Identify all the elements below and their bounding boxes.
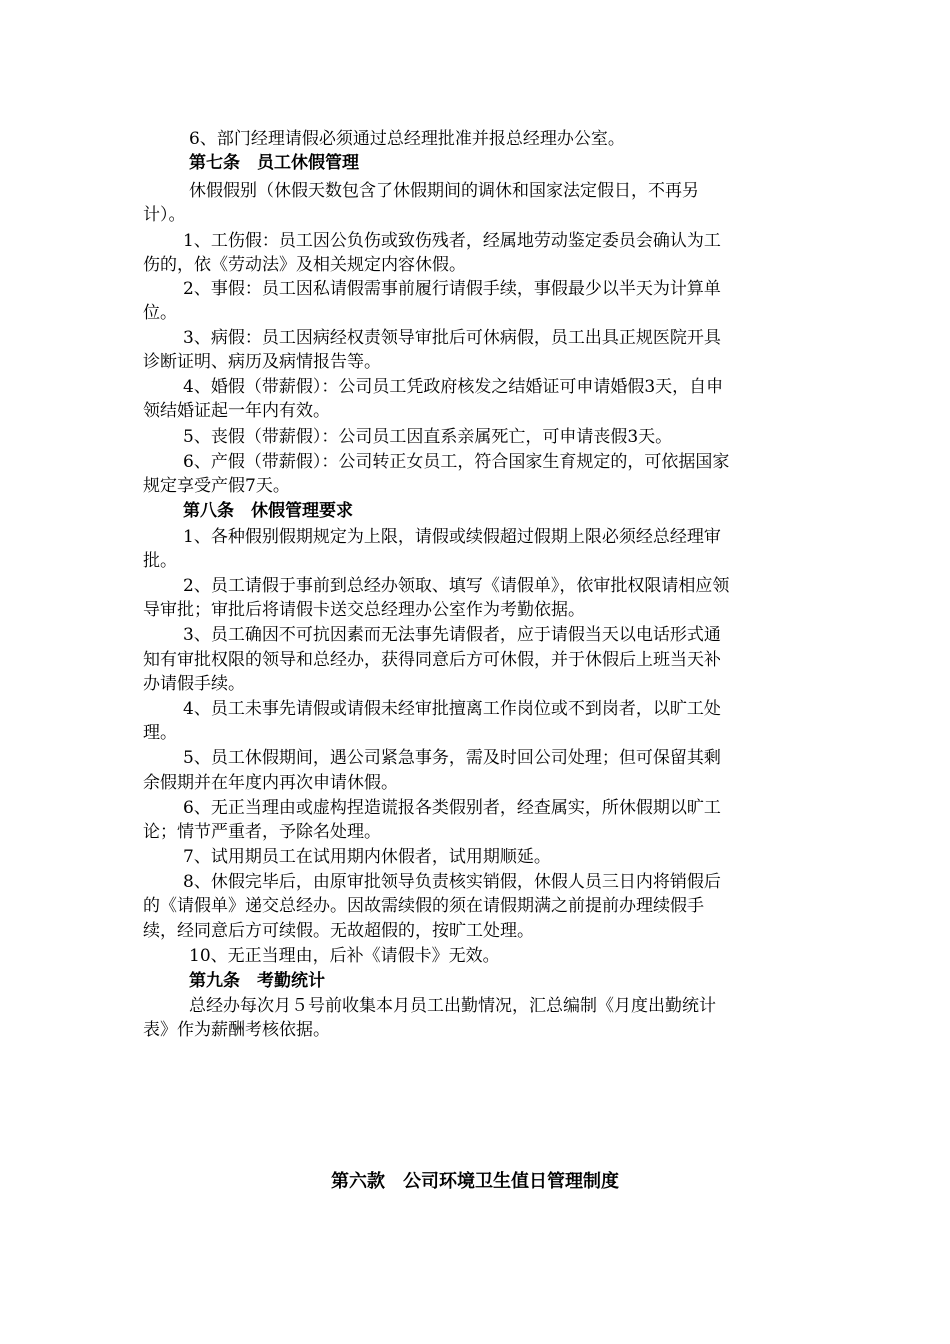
text-line: 总经办每次月５号前收集本月员工出勤情况，汇总编制《月度出勤统计 [189,996,716,1016]
text-line: 知有审批权限的领导和总经办，获得同意后方可休假，并于休假后上班当天补 [143,650,721,670]
text-line: 10、无正当理由，后补《请假卡》无效。 [189,946,500,966]
text-line: 8、休假完毕后，由原审批领导负责核实销假，休假人员三日内将销假后 [183,872,721,892]
text-line: 6、无正当理由或虚构捏造谎报各类假别者，经查属实，所休假期以旷工 [183,798,721,818]
text-line: 领结婚证起一年内有效。 [143,401,330,421]
text-line: 4、员工未事先请假或请假未经审批擅离工作岗位或不到岗者，以旷工处 [183,699,721,719]
text-line: 的《请假单》递交总经办。因故需续假的须在请假期满之前提前办理续假手 [143,896,704,916]
text-line: 理。 [143,723,177,743]
section-heading: 第八条 休假管理要求 [183,501,353,521]
text-line: 办请假手续。 [143,674,245,694]
text-line: 表》作为薪酬考核依据。 [143,1020,330,1040]
text-line: 5、员工休假期间，遇公司紧急事务，需及时回公司处理；但可保留其剩 [183,748,721,768]
text-line: 1、工伤假：员工因公负伤或致伤残者，经属地劳动鉴定委员会确认为工 [183,231,721,251]
text-line: 余假期并在年度内再次申请休假。 [143,773,398,793]
text-line: 休假假别（休假天数包含了休假期间的调休和国家法定假日，不再另 [189,181,699,201]
text-line: 2、员工请假于事前到总经办领取、填写《请假单》，依审批权限请相应领 [183,576,730,596]
text-line: 导审批；审批后将请假卡送交总经理办公室作为考勤依据。 [143,600,585,620]
section-heading: 第九条 考勤统计 [189,971,325,991]
text-line: 批。 [143,551,177,571]
section-title: 第六款 公司环境卫生值日管理制度 [331,1171,619,1192]
text-line: 1、各种假别假期规定为上限，请假或续假超过假期上限必须经总经理审 [183,527,721,547]
text-line: 诊断证明、病历及病情报告等。 [143,352,381,372]
text-line: 5、丧假（带薪假）：公司员工因直系亲属死亡，可申请丧假3天。 [183,427,673,447]
text-line: 6、部门经理请假必须通过总经理批准并报总经理办公室。 [189,129,625,149]
text-line: 规定享受产假7天。 [143,476,290,496]
text-line: 续，经同意后方可续假。无故超假的，按旷工处理。 [143,921,534,941]
text-line: 3、员工确因不可抗因素而无法事先请假者，应于请假当天以电话形式通 [183,625,721,645]
text-line: 6、产假（带薪假）：公司转正女员工，符合国家生育规定的，可依据国家 [183,452,730,472]
text-line: 伤的，依《劳动法》及相关规定内容休假。 [143,255,466,275]
text-line: 计）。 [143,205,186,225]
text-line: 7、试用期员工在试用期内休假者，试用期顺延。 [183,847,551,867]
section-heading: 第七条 员工休假管理 [189,153,359,173]
text-line: 论；情节严重者，予除名处理。 [143,822,381,842]
text-line: 4、婚假（带薪假）：公司员工凭政府核发之结婚证可申请婚假3天，自申 [183,377,724,397]
text-line: 位。 [143,303,177,323]
text-line: 3、病假：员工因病经权责领导审批后可休病假，员工出具正规医院开具 [183,328,721,348]
text-line: 2、事假：员工因私请假需事前履行请假手续，事假最少以半天为计算单 [183,279,721,299]
